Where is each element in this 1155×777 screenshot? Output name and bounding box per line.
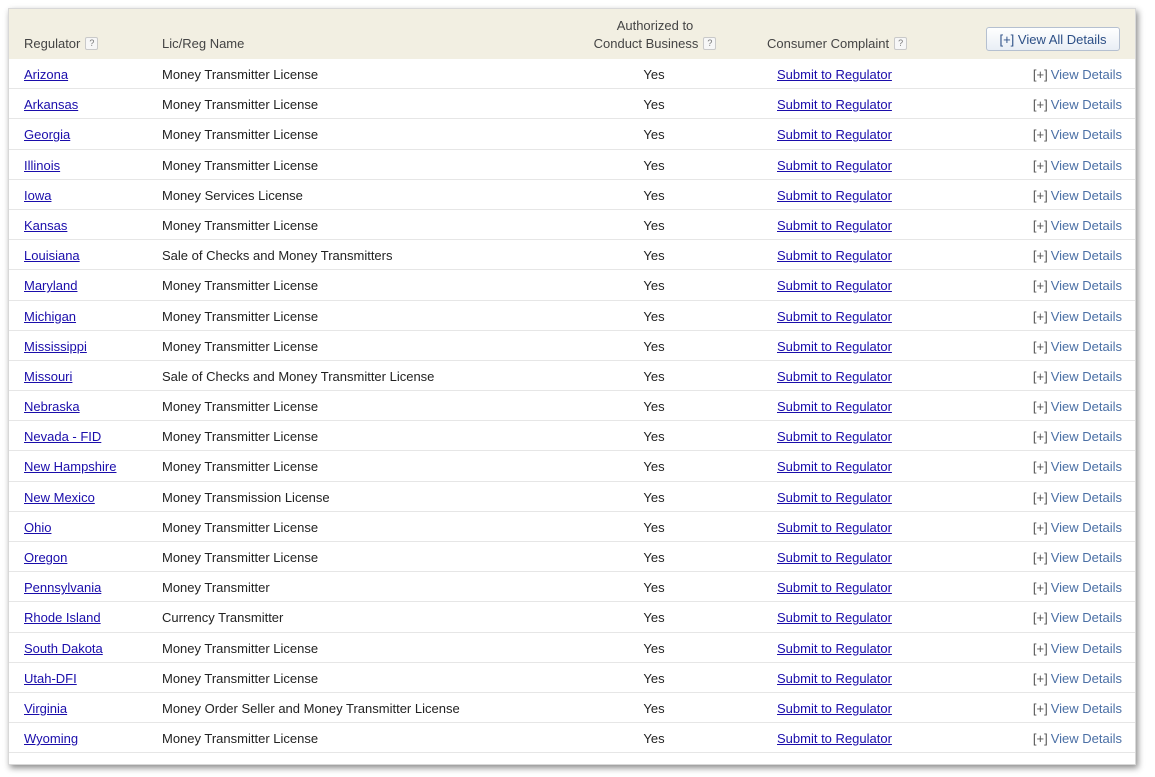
- expand-icon: [+]: [1032, 459, 1048, 475]
- help-icon[interactable]: ?: [894, 37, 907, 50]
- regulator-link[interactable]: Maryland: [24, 278, 78, 294]
- table-header: [9, 9, 1135, 59]
- license-name: Money Transmitter License: [162, 731, 319, 747]
- submit-to-regulator-link[interactable]: Submit to Regulator: [777, 399, 892, 415]
- submit-to-regulator-link[interactable]: Submit to Regulator: [777, 459, 892, 475]
- regulator-link[interactable]: South Dakota: [24, 640, 103, 656]
- expand-icon: [+]: [1032, 97, 1048, 113]
- expand-icon: [+]: [1032, 338, 1048, 354]
- view-details-link[interactable]: [+] View Details: [1032, 429, 1122, 445]
- regulator-link[interactable]: Georgia: [24, 127, 71, 143]
- submit-to-regulator-link[interactable]: Submit to Regulator: [777, 308, 892, 324]
- view-details-link[interactable]: [+] View Details: [1032, 700, 1122, 716]
- license-name: Money Services License: [162, 187, 303, 203]
- header-authorized: Authorized to Conduct Business ?: [569, 17, 741, 53]
- view-details-link[interactable]: [+] View Details: [1032, 459, 1122, 475]
- license-name: Money Transmitter License: [162, 308, 319, 324]
- header-regulator: Regulator ?: [24, 36, 98, 51]
- expand-icon: [+]: [1032, 157, 1048, 173]
- expand-icon: [+]: [1032, 731, 1048, 747]
- submit-to-regulator-link[interactable]: Submit to Regulator: [777, 670, 892, 686]
- license-name: Sale of Checks and Money Transmitter License: [162, 368, 435, 384]
- license-name: Sale of Checks and Money Transmitters: [162, 248, 393, 264]
- table-row: [9, 451, 1135, 481]
- table-row: [9, 210, 1135, 240]
- license-name: Money Transmitter License: [162, 459, 319, 475]
- expand-icon: [+]: [1032, 550, 1048, 565]
- submit-to-regulator-link[interactable]: Submit to Regulator: [777, 187, 892, 203]
- authorized-value: Yes: [643, 278, 665, 294]
- table-row: [9, 391, 1135, 421]
- authorized-value: Yes: [643, 429, 665, 445]
- authorized-value: Yes: [643, 157, 665, 173]
- submit-to-regulator-link[interactable]: Submit to Regulator: [777, 580, 892, 596]
- submit-to-regulator-link[interactable]: Submit to Regulator: [777, 550, 892, 565]
- submit-to-regulator-link[interactable]: Submit to Regulator: [777, 157, 892, 173]
- view-details-link[interactable]: [+] View Details: [1032, 580, 1122, 596]
- view-details-link[interactable]: [+] View Details: [1032, 489, 1122, 505]
- regulator-link[interactable]: Nevada - FID: [24, 429, 102, 445]
- license-name: Money Transmitter License: [162, 338, 319, 354]
- view-all-details-button[interactable]: [+] View All Details: [986, 27, 1120, 51]
- regulator-link[interactable]: Pennsylvania: [24, 580, 102, 596]
- authorized-value: Yes: [643, 308, 665, 324]
- expand-icon: [+]: [1032, 580, 1048, 596]
- help-icon[interactable]: ?: [703, 37, 716, 50]
- header-consumer-complaint: Consumer Complaint ?: [767, 36, 907, 51]
- authorized-value: Yes: [643, 459, 665, 475]
- view-details-link[interactable]: [+] View Details: [1032, 399, 1122, 415]
- table-row: [9, 89, 1135, 119]
- view-details-link[interactable]: [+] View Details: [1032, 338, 1122, 354]
- authorized-value: Yes: [643, 550, 665, 565]
- regulator-link[interactable]: Rhode Island: [24, 610, 101, 626]
- view-details-link[interactable]: [+] View Details: [1032, 640, 1122, 656]
- license-name: Money Transmitter License: [162, 670, 319, 686]
- table-row: [9, 119, 1135, 149]
- header-lic-reg-name: Lic/Reg Name: [162, 36, 245, 51]
- view-details-link[interactable]: [+] View Details: [1032, 368, 1122, 384]
- table-row: [9, 482, 1135, 512]
- table-row: [9, 512, 1135, 542]
- view-details-link[interactable]: [+] View Details: [1032, 97, 1122, 113]
- authorized-value: Yes: [643, 127, 665, 143]
- regulator-link[interactable]: New Hampshire: [24, 459, 117, 475]
- expand-icon: [+]: [1032, 670, 1048, 686]
- table-row: [9, 240, 1135, 270]
- submit-to-regulator-link[interactable]: Submit to Regulator: [777, 489, 892, 505]
- regulator-link[interactable]: Illinois: [24, 157, 61, 173]
- authorized-value: Yes: [643, 640, 665, 656]
- regulator-link[interactable]: Missouri: [24, 368, 73, 384]
- submit-to-regulator-link[interactable]: Submit to Regulator: [777, 338, 892, 354]
- authorized-value: Yes: [643, 399, 665, 415]
- table-row: [9, 602, 1135, 632]
- license-name: Money Transmitter License: [162, 217, 319, 233]
- license-name: Money Transmitter License: [162, 519, 319, 535]
- regulator-link[interactable]: Ohio: [24, 519, 52, 535]
- table-row: [9, 150, 1135, 180]
- submit-to-regulator-link[interactable]: Submit to Regulator: [777, 217, 892, 233]
- license-name: Money Transmitter License: [162, 429, 319, 445]
- authorized-value: Yes: [643, 217, 665, 233]
- view-details-link[interactable]: [+] View Details: [1032, 731, 1122, 747]
- authorized-value: Yes: [643, 97, 665, 113]
- license-name: Money Order Seller and Money Transmitter License: [162, 700, 460, 716]
- authorized-value: Yes: [643, 187, 665, 203]
- submit-to-regulator-link[interactable]: Submit to Regulator: [777, 368, 892, 384]
- license-name: Money Transmitter License: [162, 157, 319, 173]
- expand-icon: [+]: [1032, 700, 1048, 716]
- view-details-link[interactable]: [+] View Details: [1032, 248, 1122, 264]
- submit-to-regulator-link[interactable]: Submit to Regulator: [777, 640, 892, 656]
- regulator-link[interactable]: Nebraska: [24, 399, 80, 415]
- expand-icon: [+]: [1032, 67, 1048, 82]
- expand-icon: [+]: [1032, 217, 1048, 233]
- table-row: [9, 663, 1135, 693]
- table-row: [9, 180, 1135, 210]
- table-row: [9, 301, 1135, 331]
- table-row: [9, 331, 1135, 361]
- table-row: [9, 421, 1135, 451]
- help-icon[interactable]: ?: [85, 37, 98, 50]
- expand-icon: [+]: [1032, 429, 1048, 445]
- license-name: Money Transmitter License: [162, 550, 319, 565]
- regulator-link[interactable]: Kansas: [24, 217, 68, 233]
- submit-to-regulator-link[interactable]: Submit to Regulator: [777, 610, 892, 626]
- license-name: Money Transmitter License: [162, 640, 319, 656]
- view-details-link[interactable]: [+] View Details: [1032, 67, 1122, 82]
- view-details-link[interactable]: [+] View Details: [1032, 187, 1122, 203]
- table-row: [9, 693, 1135, 723]
- submit-to-regulator-link[interactable]: Submit to Regulator: [777, 700, 892, 716]
- expand-icon: [+]: [1032, 278, 1048, 294]
- submit-to-regulator-link[interactable]: Submit to Regulator: [777, 67, 892, 82]
- license-name: Money Transmitter License: [162, 399, 319, 415]
- authorized-value: Yes: [643, 610, 665, 626]
- view-details-link[interactable]: [+] View Details: [1032, 217, 1122, 233]
- expand-icon: [+]: [1032, 187, 1048, 203]
- expand-icon: [+]: [1032, 640, 1048, 656]
- table-row: [9, 361, 1135, 391]
- table-row: [9, 572, 1135, 602]
- view-details-link[interactable]: [+] View Details: [1032, 308, 1122, 324]
- regulator-link[interactable]: Michigan: [24, 308, 77, 324]
- authorized-value: Yes: [643, 368, 665, 384]
- view-details-link[interactable]: [+] View Details: [1032, 278, 1122, 294]
- submit-to-regulator-link[interactable]: Submit to Regulator: [777, 97, 892, 113]
- license-name: Money Transmitter License: [162, 97, 319, 113]
- regulator-link[interactable]: Louisiana: [24, 248, 80, 264]
- authorized-value: Yes: [643, 580, 665, 596]
- authorized-value: Yes: [643, 67, 665, 82]
- license-table-panel: [8, 8, 1136, 765]
- regulator-link[interactable]: Virginia: [24, 700, 68, 716]
- expand-icon: [+]: [1032, 519, 1048, 535]
- expand-icon: [+]: [1032, 308, 1048, 324]
- view-details-link[interactable]: [+] View Details: [1032, 670, 1122, 686]
- regulator-link[interactable]: Mississippi: [24, 338, 87, 354]
- regulator-link[interactable]: Iowa: [24, 187, 52, 203]
- table-body: [9, 59, 1135, 753]
- regulator-link[interactable]: Arizona: [24, 67, 69, 82]
- submit-to-regulator-link[interactable]: Submit to Regulator: [777, 127, 892, 143]
- table-row: [9, 59, 1135, 89]
- authorized-value: Yes: [643, 248, 665, 264]
- view-details-link[interactable]: [+] View Details: [1032, 127, 1122, 143]
- view-details-link[interactable]: [+] View Details: [1032, 550, 1122, 565]
- license-name: Money Transmitter License: [162, 127, 319, 143]
- license-name: Money Transmitter License: [162, 278, 319, 294]
- table-row: [9, 723, 1135, 753]
- license-name: Money Transmitter License: [162, 67, 319, 82]
- regulator-link[interactable]: Utah-DFI: [24, 670, 77, 686]
- table-row: [9, 633, 1135, 663]
- expand-icon: [+]: [1032, 399, 1048, 415]
- expand-icon: [+]: [1032, 127, 1048, 143]
- table-row: [9, 270, 1135, 300]
- view-details-link[interactable]: [+] View Details: [1032, 157, 1122, 173]
- submit-to-regulator-link[interactable]: Submit to Regulator: [777, 248, 892, 264]
- submit-to-regulator-link[interactable]: Submit to Regulator: [777, 429, 892, 445]
- submit-to-regulator-link[interactable]: Submit to Regulator: [777, 731, 892, 747]
- regulator-link[interactable]: New Mexico: [24, 489, 95, 505]
- license-name: Money Transmitter: [162, 580, 270, 596]
- submit-to-regulator-link[interactable]: Submit to Regulator: [777, 519, 892, 535]
- expand-icon: [+]: [1032, 610, 1048, 626]
- authorized-value: Yes: [643, 489, 665, 505]
- authorized-value: Yes: [643, 519, 665, 535]
- submit-to-regulator-link[interactable]: Submit to Regulator: [777, 278, 892, 294]
- regulator-link[interactable]: Oregon: [24, 550, 68, 565]
- authorized-value: Yes: [643, 700, 665, 716]
- view-details-link[interactable]: [+] View Details: [1032, 519, 1122, 535]
- expand-icon: [+]: [1032, 489, 1048, 505]
- expand-icon: [+]: [1032, 248, 1048, 264]
- view-details-link[interactable]: [+] View Details: [1032, 610, 1122, 626]
- license-name: Currency Transmitter: [162, 610, 284, 626]
- table-row: [9, 542, 1135, 572]
- expand-icon: [+]: [1032, 368, 1048, 384]
- license-name: Money Transmission License: [162, 489, 330, 505]
- authorized-value: Yes: [643, 670, 665, 686]
- regulator-link[interactable]: Wyoming: [24, 731, 79, 747]
- authorized-value: Yes: [643, 338, 665, 354]
- regulator-link[interactable]: Arkansas: [24, 97, 79, 113]
- authorized-value: Yes: [643, 731, 665, 747]
